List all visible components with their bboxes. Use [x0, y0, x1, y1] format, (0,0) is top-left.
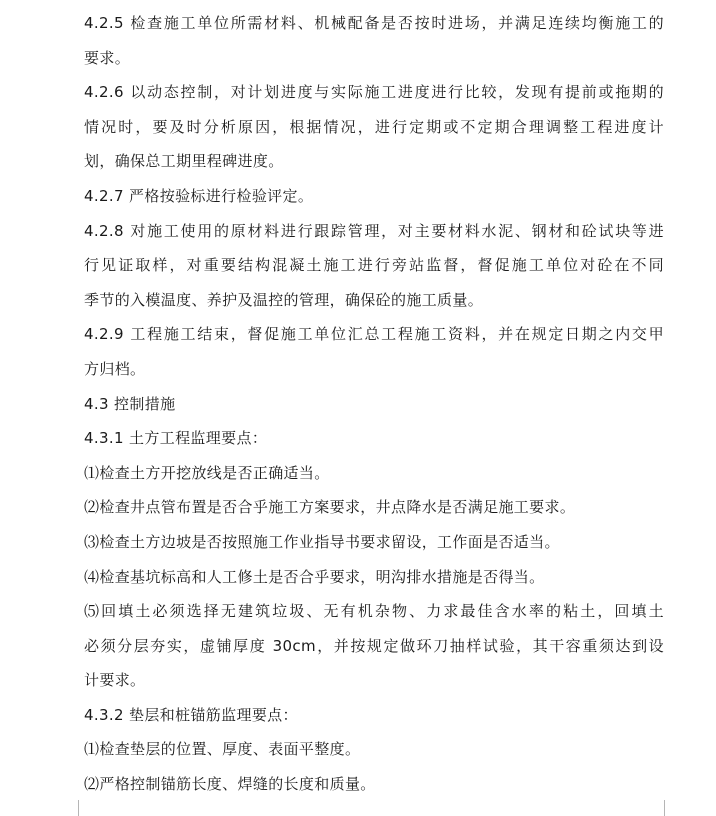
subsection-heading-4-3-1: 4.3.1 土方工程监理要点： [84, 429, 268, 448]
document-body [84, 6, 664, 802]
list-item-5: ⑸回填土必须选择无建筑垃圾、无有机杂物、力求最佳含水率的粘土，回填土 [84, 602, 664, 621]
margin-crop-mark-right [664, 800, 681, 816]
text-line-4-2-6-cont-2: 划，确保总工期里程碑进度。 [84, 152, 284, 171]
text-line-4-2-8-cont-1: 行见证取样，对重要结构混凝土施工进行旁站监督，督促施工单位对砼在不同 [84, 256, 664, 275]
text-line-4-2-9: 4.2.9 工程施工结束，督促施工单位汇总工程施工资料，并在规定日期之内交甲 [84, 325, 664, 344]
margin-crop-mark-left [62, 800, 79, 816]
subsection-heading-4-3-2: 4.3.2 垫层和桩锚筋监理要点： [84, 705, 298, 724]
list-item-2: ⑵检查井点管布置是否合乎施工方案要求，井点降水是否满足施工要求。 [84, 498, 576, 517]
text-line-4-2-5-cont: 要求。 [84, 48, 131, 67]
text-line-4-2-9-cont: 方归档。 [84, 359, 146, 378]
list-item-5-cont-1: 必须分层夯实，虚铺厚度 30cm，并按规定做环刀抽样试验，其干容重须达到设 [84, 636, 664, 655]
text-line-4-2-8: 4.2.8 对施工使用的原材料进行跟踪管理，对主要材料水泥、钢材和砼试块等进 [84, 221, 664, 240]
list-item-3: ⑶检查土方边坡是否按照施工作业指导书要求留设，工作面是否适当。 [84, 532, 560, 551]
section-heading-4-3: 4.3 控制措施 [84, 394, 176, 413]
text-line-4-2-8-cont-2: 季节的入模温度、养护及温控的管理，确保砼的施工质量。 [84, 290, 484, 309]
list-item-6: ⑴检查垫层的位置、厚度、表面平整度。 [84, 740, 361, 759]
list-item-5-cont-2: 计要求。 [84, 671, 146, 690]
text-line-4-2-6: 4.2.6 以动态控制，对计划进度与实际施工进度进行比较，发现有提前或拖期的 [84, 83, 664, 102]
text-line-4-2-6-cont-1: 情况时，要及时分析原因，根据情况，进行定期或不定期合理调整工程进度计 [84, 117, 664, 136]
text-line-4-2-5: 4.2.5 检查施工单位所需材料、机械配备是否按时进场，并满足连续均衡施工的 [84, 14, 664, 32]
list-item-4: ⑷检查基坑标高和人工修土是否合乎要求，明沟排水措施是否得当。 [84, 567, 545, 586]
text-line-4-2-7: 4.2.7 严格按验标进行检验评定。 [84, 186, 314, 205]
list-item-1: ⑴检查土方开挖放线是否正确适当。 [84, 463, 330, 482]
list-item-7: ⑵严格控制锚筋长度、焊缝的长度和质量。 [84, 775, 376, 794]
